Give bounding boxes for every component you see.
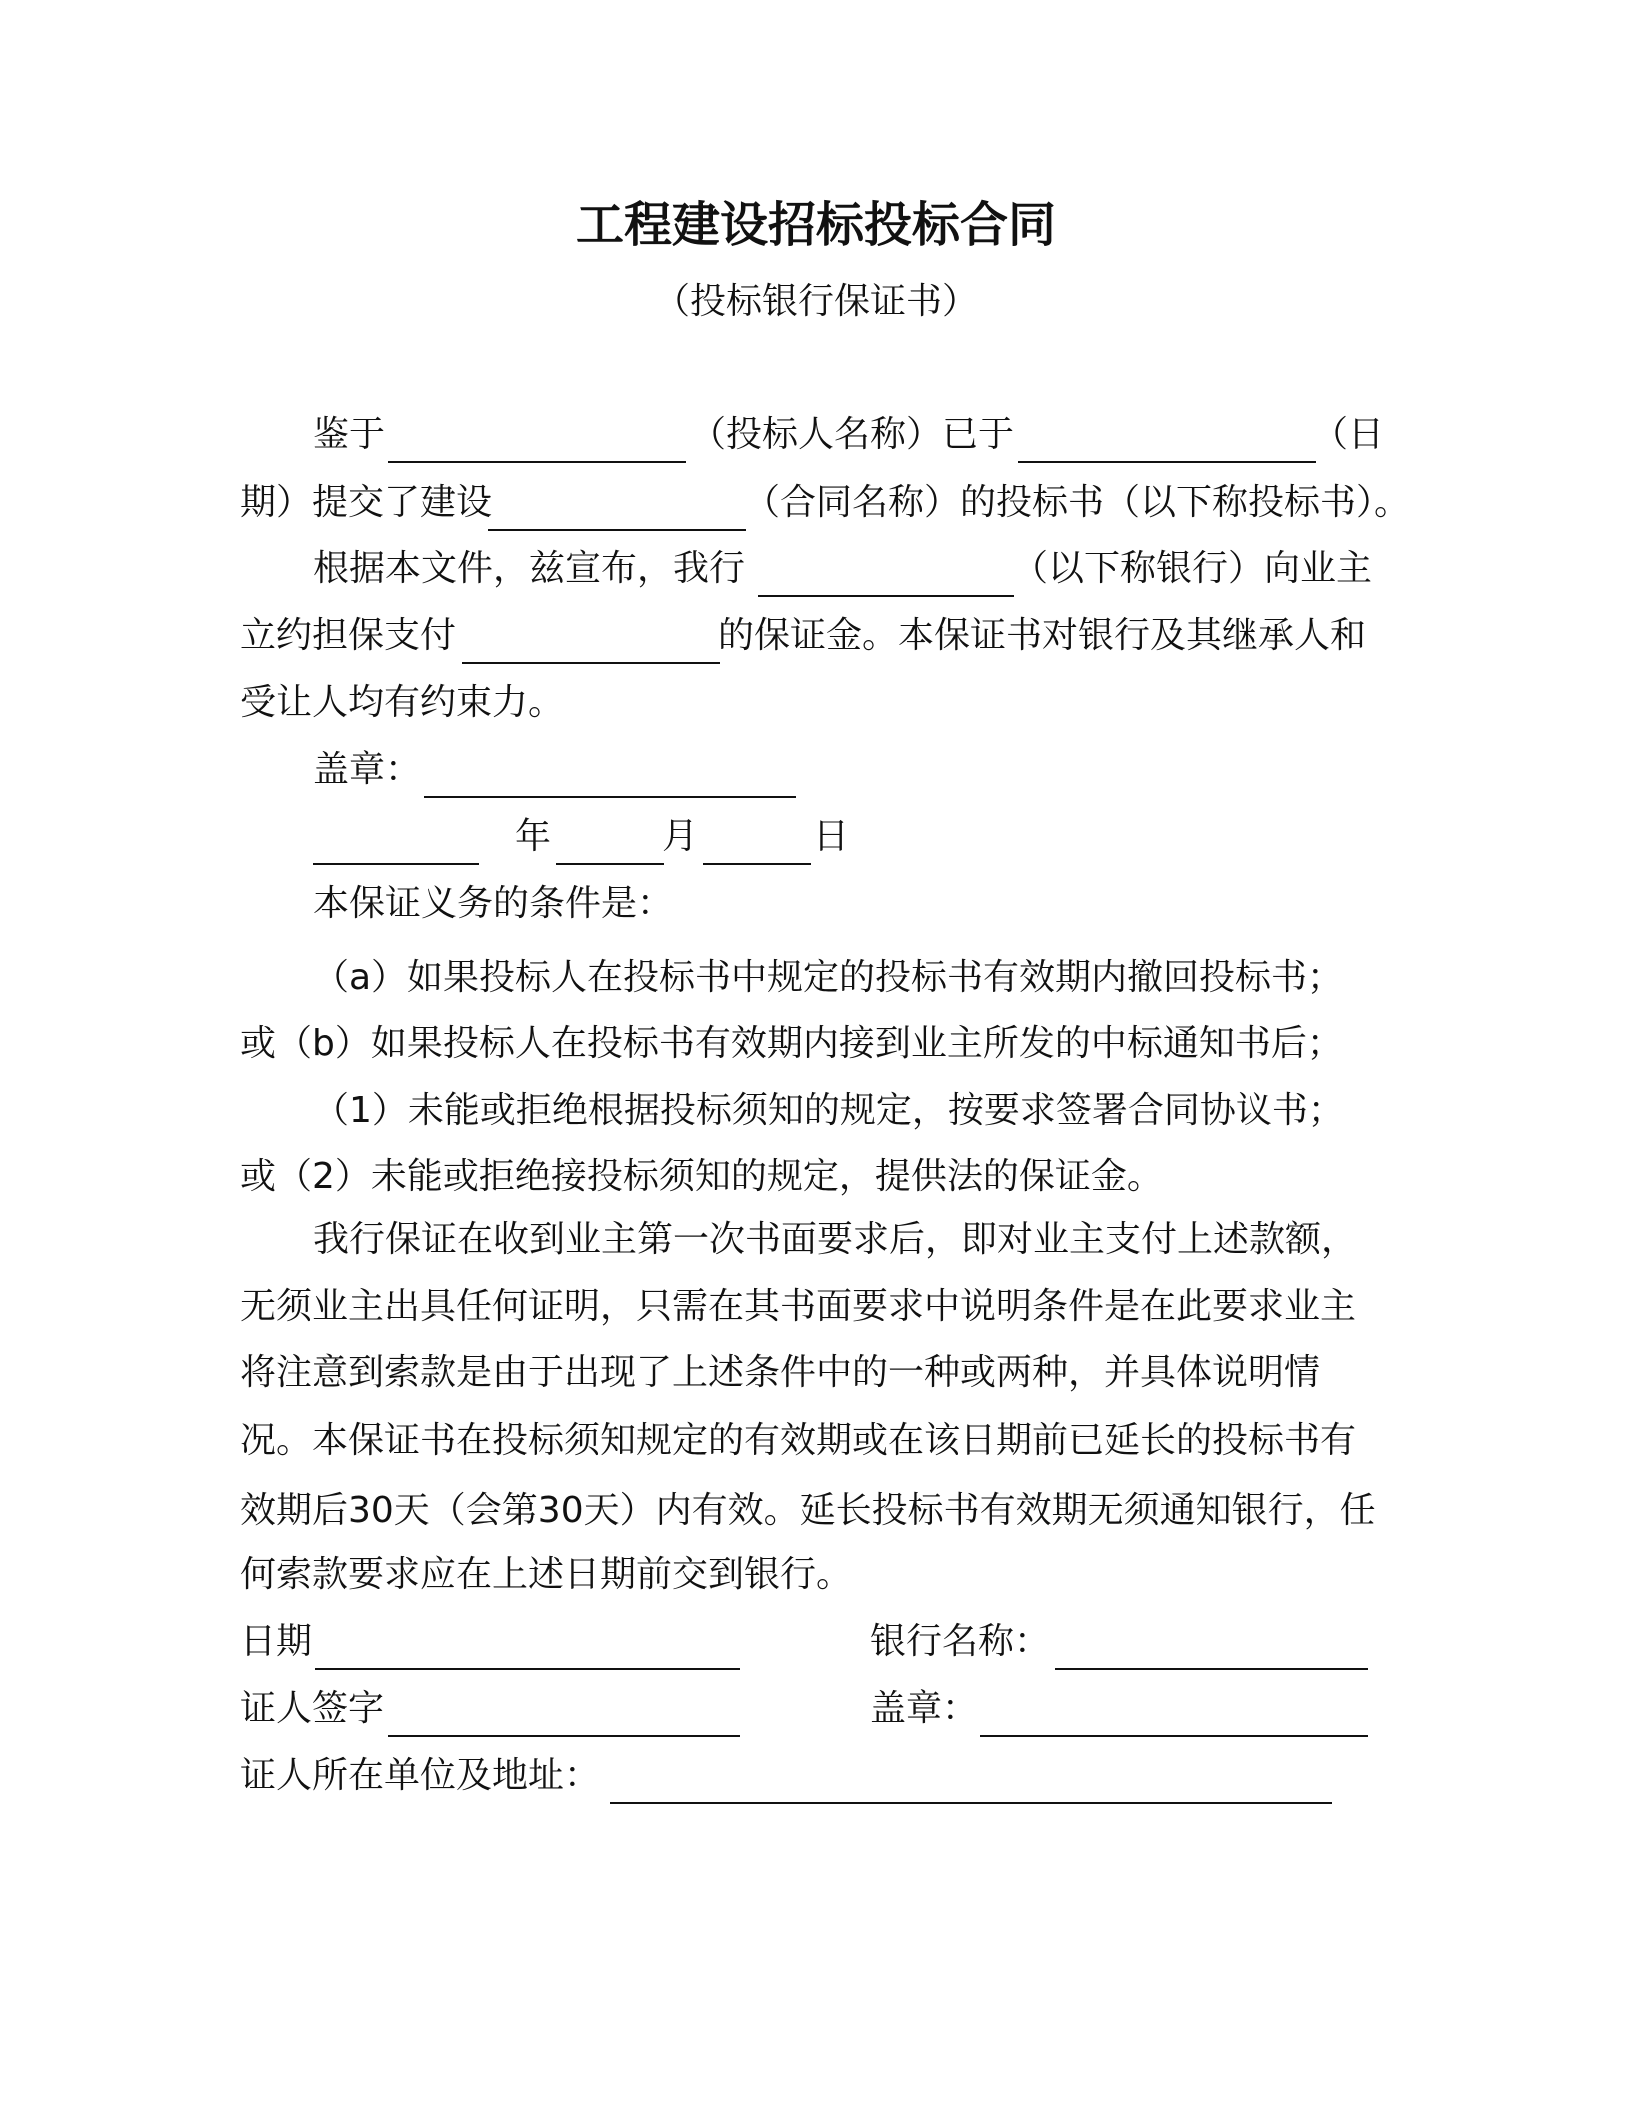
footer-bank-name-label: 银行名称： [870,1621,1051,1662]
footer-witness-sign-blank[interactable] [388,1735,740,1737]
guarantee-amount-blank[interactable] [462,662,720,664]
month-label: 月 [662,816,699,857]
contract-name-blank[interactable] [488,529,746,531]
p1-line2-b: （合同名称）的投标书（以下称投标书）。 [744,482,1411,523]
year-blank[interactable] [313,863,479,865]
condition-b: 或（b）如果投标人在投标书有效期内接到业主所发的中标通知书后； [240,1023,1343,1064]
p2-line2-a: 立约担保支付 [240,615,457,656]
footer-bank-name-blank[interactable] [1055,1668,1368,1670]
p3-line3: 将注意到索款是由于出现了上述条件中的一种或两种，并具体说明情 [240,1352,1321,1393]
year-label: 年 [515,816,552,857]
footer-date-label: 日期 [240,1621,313,1662]
date-blank[interactable] [1018,461,1316,463]
condition-2: 或（2）未能或拒绝接投标须知的规定，提供法的保证金。 [240,1156,1163,1197]
bank-name-blank[interactable] [758,595,1014,597]
p1-line1-c: （日 [1312,414,1385,455]
seal-blank[interactable] [424,796,796,798]
document-subtitle: （投标银行保证书） [653,281,978,322]
conditions-intro: 本保证义务的条件是： [313,883,674,924]
p3-line5: 效期后30天（会第30天）内有效。延长投标书有效期无须通知银行，任 [240,1490,1376,1531]
day-blank[interactable] [703,863,811,865]
footer-seal-blank[interactable] [980,1735,1368,1737]
p3-line6: 何索款要求应在上述日期前交到银行。 [240,1554,853,1595]
month-blank[interactable] [556,863,664,865]
day-label: 日 [813,816,850,857]
p3-line4: 况。本保证书在投标须知规定的有效期或在该日期前已延长的投标书有 [240,1420,1357,1461]
p2-line1-b: （以下称银行）向业主 [1012,548,1373,589]
bidder-name-blank[interactable] [388,461,686,463]
condition-1: （1）未能或拒绝根据投标须知的规定，按要求签署合同协议书； [313,1090,1344,1131]
footer-seal-label: 盖章： [870,1688,979,1729]
footer-witness-address-label: 证人所在单位及地址： [240,1755,601,1796]
footer-date-blank[interactable] [315,1668,740,1670]
p1-line1-b: （投标人名称）已于 [690,414,1015,455]
p2-line3: 受让人均有约束力。 [240,682,565,723]
footer-witness-address-blank[interactable] [610,1802,1332,1804]
seal-label: 盖章： [313,749,422,790]
p1-line1-a: 鉴于 [313,414,386,455]
document-title: 工程建设招标投标合同 [575,197,1056,253]
condition-a: （a）如果投标人在投标书中规定的投标书有效期内撤回投标书； [313,957,1344,998]
p3-line2: 无须业主出具任何证明，只需在其书面要求中说明条件是在此要求业主 [240,1286,1357,1327]
p2-line2-b: 的保证金。本保证书对银行及其继承人和 [718,615,1367,656]
footer-witness-sign-label: 证人签字 [240,1688,385,1729]
p2-line1-a: 根据本文件，兹宣布，我行 [313,548,746,589]
p1-line2-a: 期）提交了建设 [240,482,493,523]
p3-line1: 我行保证在收到业主第一次书面要求后，即对业主支付上述款额， [313,1219,1358,1260]
